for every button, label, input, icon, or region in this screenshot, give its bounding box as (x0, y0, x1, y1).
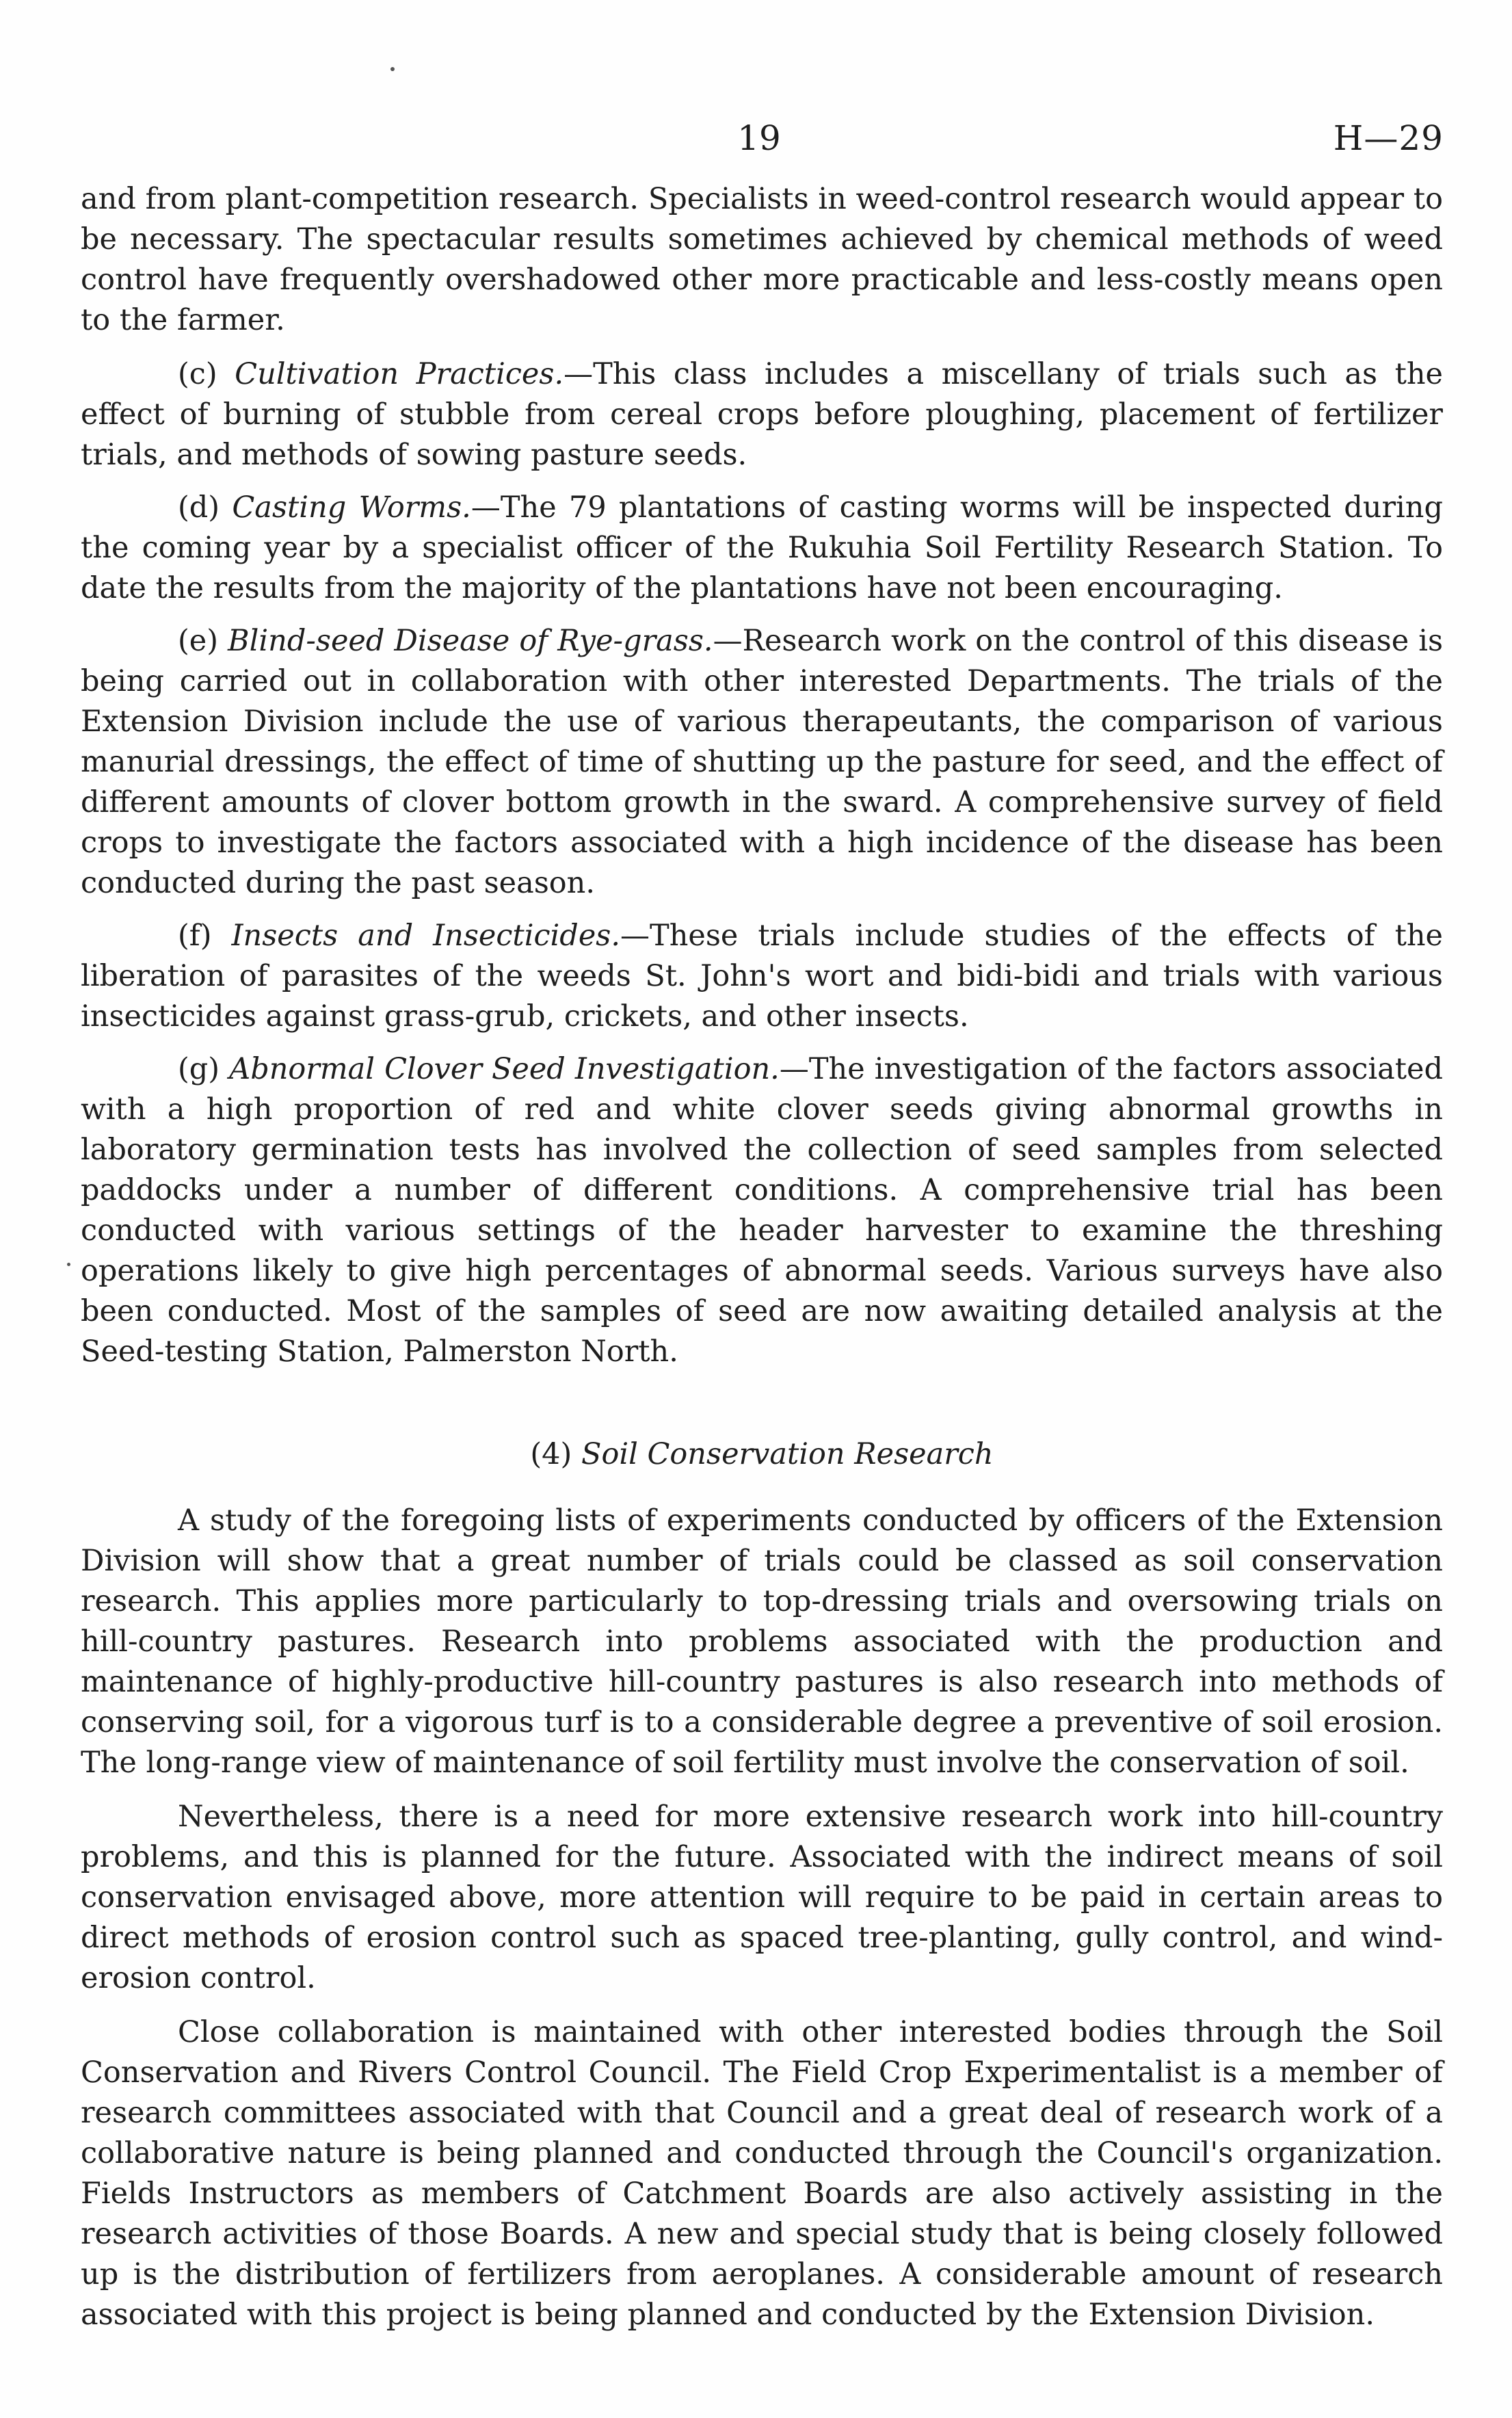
item-insects-and-insecticides (81, 916, 1443, 1037)
item-text: —Research work on the control of this disease is being carried out in collaboration with other interested Departments. The trials of the Extension Division include the use of various therapeutants, the comparison of various manurial dressings, the effect of time of shutting up the pasture for seed, and the effect of different amounts of clover bottom growth in the sward. A comprehensive survey of field crops to investigate the factors associated with a high incidence of the disease has been conducted during the past season. (81, 624, 1444, 900)
item-label: (f) (178, 919, 212, 953)
item-label: (c) (178, 357, 217, 391)
item-title: Insects and Insecticides. (231, 919, 621, 953)
page-number: 19 (737, 118, 781, 158)
section-number: (4) (530, 1437, 572, 1471)
item-cultivation-practices (81, 354, 1443, 475)
document-reference: H—29 (1333, 118, 1444, 158)
section-paragraph: Close collaboration is maintained with other interested bodies through the Soil Conservation and Rivers Control Council. The Field Crop Experimentalist is a member of research committees associated with that Council and a great deal of research work of a collaborative nature is being planned and conducted through the Council's organization. Fields Instructors as members of Catchment Boards are also actively assisting in the research activities of those Boards. A new and special study that is being closely followed up is the distribution of fertilizers from aeroplanes. A considerable amount of research associated with this project is being planned and conducted by the Extension Division. (81, 2015, 1443, 2332)
scan-speck (67, 1263, 70, 1266)
item-text: —The investigation of the factors associated with a high proportion of red and white clover seeds giving abnormal growths in laboratory germination tests has involved the collection of seed samples from selected paddocks under a number of different conditions. A comprehensive trial has been conducted with various settings of the header harvester to examine the threshing operations likely to give high percentages of abnormal seeds. Various surveys have also been conducted. Most of the samples of seed are now awaiting detailed analysis at the Seed-testing Station, Palmerston North. (81, 1052, 1444, 1369)
item-title: Cultivation Practices. (235, 357, 564, 391)
item-text: —This class includes a miscellany of trials such as the effect of burning of stubble from cereal crops before ploughing, placement of fertilizer trials, and methods of sowing pasture seeds. (81, 357, 1443, 472)
section-paragraph: A study of the foregoing lists of experiments conducted by officers of the Extension Division will show that a great number of trials could be classed as soil conservation research. This applies more particularly to top-dressing trials and oversowing trials on hill-country pastures. Research into problems associated with the production and maintenance of highly-productive hill-country pastures is also research into methods of conserving soil, for a vigorous turf is to a considerable degree a preventive of soil erosion. The long-range view of maintenance of soil fertility must involve the conservation of soil. (81, 1503, 1443, 1780)
section-title: Soil Conservation Research (581, 1437, 994, 1471)
item-abnormal-clover-seed (81, 1049, 1443, 1372)
item-text: —The 79 plantations of casting worms will be inspected during the coming year by a specialist officer of the Rukuhia Soil Fertility Research Station. To date the results from the majority of the plantations have not been encouraging. (81, 490, 1444, 605)
page-body (81, 179, 1443, 2349)
item-label: (d) (178, 490, 220, 525)
section-heading (81, 1434, 1443, 1475)
item-title: Blind-seed Disease of Rye-grass. (228, 624, 713, 658)
item-label: (g) (178, 1052, 220, 1086)
section-paragraph: Nevertheless, there is a need for more extensive research work into hill-country problems, and this is planned for the future. Associated with the indirect means of soil conservation envisaged above, more attention will require to be paid in certain areas to direct methods of erosion control such as spaced tree-planting, gully control, and wind-erosion control. (81, 1800, 1443, 1995)
continued-paragraph: and from plant-competition research. Specialists in weed-control research would appear to be necessary. The spectacular results sometimes achieved by chemical methods of weed control have frequently overshadowed other more practicable and less-costly means open to the farmer. (81, 182, 1443, 337)
item-title: Abnormal Clover Seed Investigation. (229, 1052, 780, 1086)
item-title: Casting Worms. (232, 490, 471, 525)
item-blind-seed-disease (81, 621, 1443, 904)
item-text: —These trials include studies of the effects of the liberation of parasites of the weeds St. John's wort and bidi-bidi and trials with various insecticides against grass-grub, crickets, and other insects. (81, 919, 1444, 1034)
item-casting-worms (81, 488, 1443, 609)
scan-speck (390, 67, 395, 71)
item-label: (e) (178, 624, 218, 658)
